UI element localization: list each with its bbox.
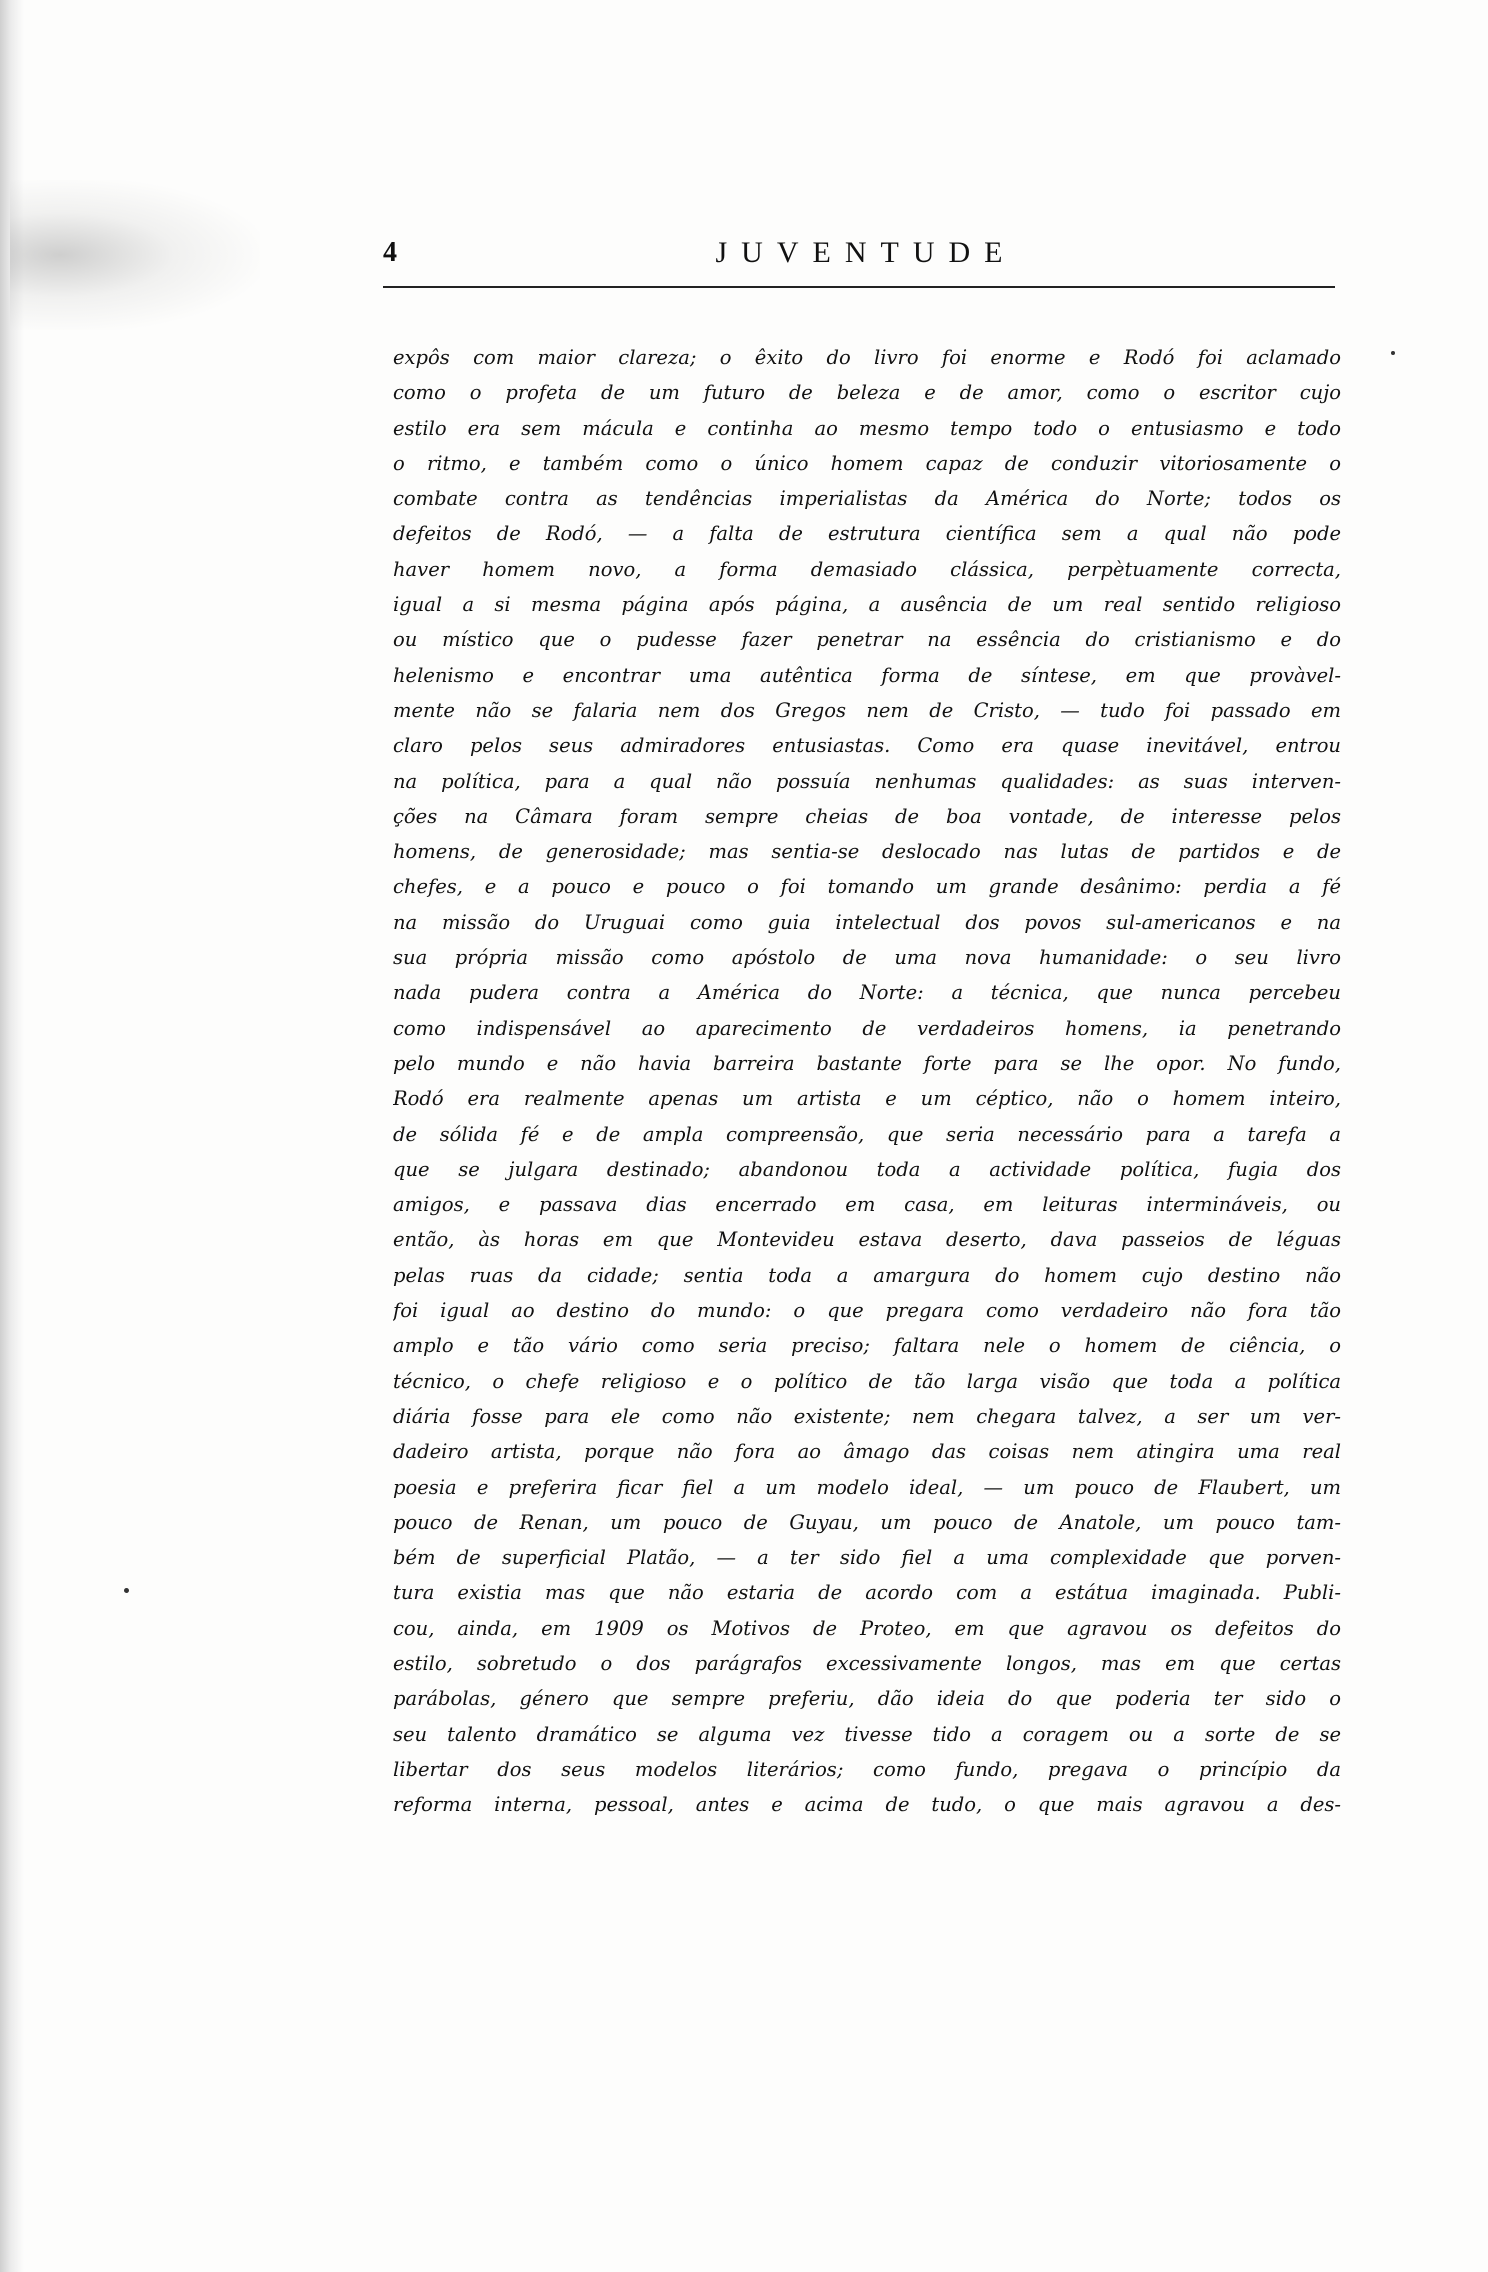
- text-line: nada pudera contra a América do Norte: a técnica, que nunca percebeu: [393, 981, 1341, 1005]
- text-line: diária fosse para ele como não existente; nem chegara talvez, a ser um ver-: [393, 1404, 1341, 1428]
- scan-speck: [1391, 351, 1395, 355]
- text-line: na política, para a qual não possuía nenhumas qualidades: as suas interven-: [393, 769, 1341, 793]
- body-paragraph: [393, 340, 1341, 1822]
- text-line: que se julgara destinado; abandonou toda a actividade política, fugia dos: [393, 1157, 1341, 1181]
- text-line: pelo mundo e não havia barreira bastante forte para se lhe opor. No fundo,: [393, 1051, 1341, 1075]
- text-line: combate contra as tendências imperialistas da América do Norte; todos os: [393, 487, 1341, 511]
- text-line: bém de superficial Platão, — a ter sido fiel a uma complexidade que porven-: [393, 1546, 1341, 1570]
- text-line: helenismo e encontrar uma autêntica forma de síntese, em que provàvel-: [393, 663, 1341, 687]
- text-line: igual a si mesma página após página, a ausência de um real sentido religioso: [393, 593, 1341, 617]
- text-line: técnico, o chefe religioso e o político de tão larga visão que toda a política: [393, 1369, 1341, 1393]
- text-line: foi igual ao destino do mundo: o que pregara como verdadeiro não fora tão: [393, 1299, 1341, 1323]
- text-line: estilo era sem mácula e continha ao mesmo tempo todo o entusiasmo e todo: [393, 416, 1341, 440]
- text-line: ções na Câmara foram sempre cheias de boa vontade, de interesse pelos: [393, 804, 1341, 828]
- text-line: de sólida fé e de ampla compreensão, que seria necessário para a tarefa a: [393, 1122, 1341, 1146]
- text-line: pouco de Renan, um pouco de Guyau, um pouco de Anatole, um pouco tam-: [393, 1510, 1341, 1534]
- text-line: seu talento dramático se alguma vez tivesse tido a coragem ou a sorte de se: [393, 1722, 1341, 1746]
- text-line: parábolas, género que sempre preferiu, dão ideia do que poderia ter sido o: [393, 1687, 1341, 1711]
- text-line: amplo e tão vário como seria preciso; faltara nele o homem de ciência, o: [393, 1334, 1341, 1358]
- text-line: o ritmo, e também como o único homem capaz de conduzir vitoriosamente o: [393, 451, 1341, 475]
- page-number: 4: [383, 237, 397, 268]
- text-line: mente não se falaria nem dos Gregos nem de Cristo, — tudo foi passado em: [393, 698, 1341, 722]
- text-line: claro pelos seus admiradores entusiastas. Como era quase inevitável, entrou: [393, 734, 1341, 758]
- running-title: JUVENTUDE: [715, 236, 1017, 269]
- header-rule: [383, 286, 1335, 288]
- text-line: amigos, e passava dias encerrado em casa, em leituras intermináveis, ou: [393, 1193, 1341, 1217]
- text-line: Rodó era realmente apenas um artista e um céptico, não o homem inteiro,: [393, 1087, 1341, 1111]
- text-line: defeitos de Rodó, — a falta de estrutura científica sem a qual não pode: [393, 522, 1341, 546]
- text-line: poesia e preferira ficar fiel a um modelo ideal, — um pouco de Flaubert, um: [393, 1475, 1341, 1499]
- text-line: como indispensável ao aparecimento de verdadeiros homens, ia penetrando: [393, 1016, 1341, 1040]
- scan-speck: [124, 1588, 129, 1593]
- text-line: haver homem novo, a forma demasiado clássica, perpètuamente correcta,: [393, 557, 1341, 581]
- text-line: na missão do Uruguai como guia intelectual dos povos sul-americanos e na: [393, 910, 1341, 934]
- text-line: como o profeta de um futuro de beleza e de amor, como o escritor cujo: [393, 381, 1341, 405]
- text-line: libertar dos seus modelos literários; como fundo, pregava o princípio da: [393, 1757, 1341, 1781]
- text-line: pelas ruas da cidade; sentia toda a amargura do homem cujo destino não: [393, 1263, 1341, 1287]
- text-line: reforma interna, pessoal, antes e acima de tudo, o que mais agravou a des-: [393, 1793, 1341, 1817]
- text-line: homens, de generosidade; mas sentia-se deslocado nas lutas de partidos e de: [393, 840, 1341, 864]
- text-line: cou, ainda, em 1909 os Motivos de Proteo, em que agravou os defeitos do: [393, 1616, 1341, 1640]
- text-line: ou místico que o pudesse fazer penetrar na essência do cristianismo e do: [393, 628, 1341, 652]
- page-header: [383, 236, 1335, 286]
- text-line: expôs com maior clareza; o êxito do livro foi enorme e Rodó foi aclamado: [393, 346, 1341, 369]
- text-line: então, às horas em que Montevideu estava deserto, dava passeios de léguas: [393, 1228, 1341, 1252]
- text-line: tura existia mas que não estaria de acordo com a estátua imaginada. Publi-: [393, 1581, 1341, 1605]
- text-line: chefes, e a pouco e pouco o foi tomando um grande desânimo: perdia a fé: [393, 875, 1341, 899]
- text-line: sua própria missão como apóstolo de uma nova humanidade: o seu livro: [393, 946, 1341, 970]
- scan-smudge: [10, 180, 260, 330]
- text-line: estilo, sobretudo o dos parágrafos excessivamente longos, mas em que certas: [393, 1651, 1341, 1675]
- binding-shadow: [0, 0, 24, 2272]
- text-line: dadeiro artista, porque não fora ao âmago das coisas nem atingira uma real: [393, 1440, 1341, 1464]
